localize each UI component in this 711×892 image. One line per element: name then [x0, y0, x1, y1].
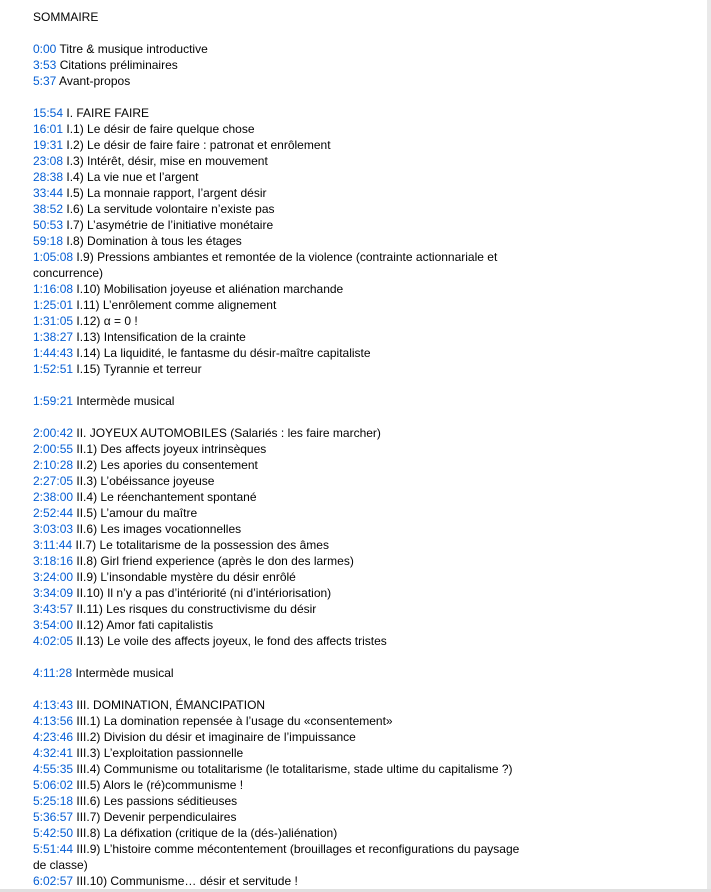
- timestamp-link[interactable]: 5:25:18: [33, 794, 74, 808]
- chapter-title: I.3) Intérêt, désir, mise en mouvement: [66, 154, 268, 168]
- timestamp-link[interactable]: 5:37: [33, 74, 57, 88]
- timestamp-link[interactable]: 3:34:09: [33, 586, 74, 600]
- timestamp-link[interactable]: 4:11:28: [33, 666, 73, 680]
- timestamp-link[interactable]: 50:53: [33, 218, 64, 232]
- timestamp-link[interactable]: 1:52:51: [33, 362, 74, 376]
- chapter-item: [33, 553, 533, 569]
- chapter-title: III.8) La défixation (critique de la (dés-)aliénation): [76, 826, 338, 840]
- timestamp-link[interactable]: 1:16:08: [33, 282, 74, 296]
- chapter-title: III.3) L’exploitation passionnelle: [76, 746, 244, 760]
- chapter-item: [33, 761, 533, 777]
- chapter-item: [33, 73, 533, 89]
- chapter-title: II.13) Le voile des affects joyeux, le fond des affects tristes: [76, 634, 387, 648]
- chapter-item: [33, 233, 533, 249]
- chapter-list: [33, 25, 707, 889]
- timestamp-link[interactable]: 5:06:02: [33, 778, 74, 792]
- chapter-title: III.2) Division du désir et imaginaire de l’impuissance: [76, 730, 356, 744]
- chapter-title: Titre & musique introductive: [59, 42, 208, 56]
- spacer: [33, 649, 707, 665]
- chapter-title: III.10) Communisme… désir et servitude !: [76, 874, 298, 888]
- chapter-title: I.9) Pressions ambiantes et remontée de la violence (contrainte actionnariale et concurrence): [33, 250, 498, 280]
- chapter-item: [33, 825, 533, 841]
- chapter-item: [33, 297, 533, 313]
- chapter-title: I. FAIRE FAIRE: [66, 106, 150, 120]
- chapter-title: II.7) Le totalitarisme de la possession des âmes: [75, 538, 329, 552]
- timestamp-link[interactable]: 15:54: [33, 106, 64, 120]
- chapter-item: [33, 489, 533, 505]
- chapter-item: [33, 201, 533, 217]
- chapter-title: III.6) Les passions séditieuses: [76, 794, 238, 808]
- chapter-item: [33, 873, 533, 889]
- chapter-item: [33, 217, 533, 233]
- chapter-title: I.5) La monnaie rapport, l’argent désir: [66, 186, 267, 200]
- chapter-title: I.13) Intensification de la crainte: [76, 330, 246, 344]
- chapter-item: [33, 841, 533, 873]
- chapter-title: I.12) α = 0 !: [76, 314, 138, 328]
- chapter-title: II.5) L’amour du maître: [76, 506, 198, 520]
- timestamp-link[interactable]: 5:36:57: [33, 810, 74, 824]
- chapter-item: [33, 473, 533, 489]
- timestamp-link[interactable]: 59:18: [33, 234, 64, 248]
- chapter-item: [33, 745, 533, 761]
- chapter-item: [33, 729, 533, 745]
- chapter-title: Citations préliminaires: [59, 58, 178, 72]
- timestamp-link[interactable]: 0:00: [33, 42, 57, 56]
- timestamp-link[interactable]: 1:59:21: [33, 394, 74, 408]
- chapter-title: II.9) L’insondable mystère du désir enrôlé: [76, 570, 296, 584]
- chapter-title: II.11) Les risques du constructivisme du désir: [76, 602, 317, 616]
- timestamp-link[interactable]: 4:23:46: [33, 730, 74, 744]
- chapter-item: [33, 169, 533, 185]
- chapter-item: [33, 329, 533, 345]
- timestamp-link[interactable]: 1:05:08: [33, 250, 74, 264]
- chapter-item: [33, 393, 533, 409]
- chapter-item: [33, 281, 533, 297]
- chapter-item: [33, 585, 533, 601]
- chapter-item: [33, 601, 533, 617]
- chapter-item: [33, 569, 533, 585]
- chapter-title: II.1) Des affects joyeux intrinsèques: [76, 442, 267, 456]
- chapter-item: [33, 793, 533, 809]
- chapter-title: III.9) L’histoire comme mécontentement (brouillages et reconfigurations du paysage de classe): [33, 842, 520, 872]
- timestamp-link[interactable]: 2:52:44: [33, 506, 74, 520]
- timestamp-link[interactable]: 3:11:44: [33, 538, 73, 552]
- chapter-title: I.6) La servitude volontaire n’existe pas: [66, 202, 275, 216]
- chapter-item: [33, 777, 533, 793]
- spacer: [33, 89, 707, 105]
- timestamp-link[interactable]: 1:38:27: [33, 330, 74, 344]
- chapter-item: [33, 505, 533, 521]
- timestamp-link[interactable]: 2:00:55: [33, 442, 74, 456]
- timestamp-link[interactable]: 3:53: [33, 58, 57, 72]
- timestamp-link[interactable]: 2:00:42: [33, 426, 74, 440]
- chapter-item: [33, 617, 533, 633]
- chapter-item: [33, 713, 533, 729]
- timestamp-link[interactable]: 3:54:00: [33, 618, 74, 632]
- chapter-item: [33, 457, 533, 473]
- chapter-item: [33, 425, 533, 441]
- chapter-title: II.12) Amor fati capitalistis: [76, 618, 214, 632]
- chapter-item: [33, 537, 533, 553]
- chapter-title: I.11) L’enrôlement comme alignement: [76, 298, 277, 312]
- timestamp-link[interactable]: 6:02:57: [33, 874, 74, 888]
- chapter-item: [33, 121, 533, 137]
- chapter-title: I.8) Domination à tous les étages: [66, 234, 242, 248]
- timestamp-link[interactable]: 1:25:01: [33, 298, 74, 312]
- chapter-item: [33, 345, 533, 361]
- chapter-title: I.15) Tyrannie et terreur: [76, 362, 202, 376]
- chapter-title: II.6) Les images vocationnelles: [76, 522, 242, 536]
- chapter-item: [33, 809, 533, 825]
- timestamp-link[interactable]: 2:27:05: [33, 474, 74, 488]
- chapter-title: Intermède musical: [76, 394, 175, 408]
- timestamp-link[interactable]: 23:08: [33, 154, 64, 168]
- chapter-title: II. JOYEUX AUTOMOBILES (Salariés : les faire marcher): [76, 426, 381, 440]
- chapter-item: [33, 57, 533, 73]
- chapter-item: [33, 441, 533, 457]
- chapter-item: [33, 249, 533, 281]
- chapter-title: II.3) L’obéissance joyeuse: [76, 474, 215, 488]
- timestamp-link[interactable]: 3:18:16: [33, 554, 74, 568]
- timestamp-link[interactable]: 16:01: [33, 122, 64, 136]
- timestamp-link[interactable]: 4:32:41: [33, 746, 74, 760]
- spacer: [33, 409, 707, 425]
- timestamp-link[interactable]: 2:38:00: [33, 490, 74, 504]
- chapter-item: [33, 153, 533, 169]
- timestamp-link[interactable]: 19:31: [33, 138, 64, 152]
- chapter-title: III.1) La domination repensée à l’usage du «consentement»: [76, 714, 393, 728]
- timestamp-link[interactable]: 3:24:00: [33, 570, 74, 584]
- spacer: [33, 681, 707, 697]
- timestamp-link[interactable]: 33:44: [33, 186, 64, 200]
- timestamp-link[interactable]: 28:38: [33, 170, 64, 184]
- chapter-item: [33, 665, 533, 681]
- chapter-title: III.4) Communisme ou totalitarisme (le totalitarisme, stade ultime du capitalisme ?): [76, 762, 513, 776]
- timestamp-link[interactable]: 1:31:05: [33, 314, 74, 328]
- chapter-title: III.5) Alors le (ré)communisme !: [76, 778, 244, 792]
- timestamp-link[interactable]: 5:42:50: [33, 826, 74, 840]
- timestamp-link[interactable]: 3:03:03: [33, 522, 74, 536]
- timestamp-link[interactable]: 2:10:28: [33, 458, 74, 472]
- chapter-title: I.14) La liquidité, le fantasme du désir-maître capitaliste: [76, 346, 371, 360]
- chapter-title: I.1) Le désir de faire quelque chose: [66, 122, 255, 136]
- chapter-title: I.2) Le désir de faire faire : patronat et enrôlement: [66, 138, 331, 152]
- timestamp-link[interactable]: 5:51:44: [33, 842, 74, 856]
- chapter-title: Intermède musical: [75, 666, 174, 680]
- chapter-item: [33, 521, 533, 537]
- chapter-item: [33, 361, 533, 377]
- chapter-title: III. DOMINATION, ÉMANCIPATION: [76, 698, 266, 712]
- chapter-title: I.4) La vie nue et l’argent: [66, 170, 199, 184]
- chapter-title: II.2) Les apories du consentement: [76, 458, 258, 472]
- chapter-title: III.7) Devenir perpendiculaires: [76, 810, 237, 824]
- chapter-item: [33, 137, 533, 153]
- chapter-title: Avant-propos: [59, 74, 131, 88]
- chapter-item: [33, 633, 533, 649]
- timestamp-link[interactable]: 38:52: [33, 202, 64, 216]
- timestamp-link[interactable]: 4:55:35: [33, 762, 74, 776]
- timestamp-link[interactable]: 4:02:05: [33, 634, 74, 648]
- timestamp-link[interactable]: 4:13:56: [33, 714, 74, 728]
- chapter-item: [33, 105, 533, 121]
- spacer: [33, 25, 707, 41]
- chapter-title: I.7) L’asymétrie de l’initiative monétaire: [66, 218, 274, 232]
- chapter-title: I.10) Mobilisation joyeuse et aliénation marchande: [76, 282, 344, 296]
- timestamp-link[interactable]: 1:44:43: [33, 346, 74, 360]
- chapter-item: [33, 697, 533, 713]
- chapter-title: II.4) Le réenchantement spontané: [76, 490, 257, 504]
- chapter-item: [33, 41, 533, 57]
- section-title: SOMMAIRE: [33, 10, 99, 24]
- timestamp-link[interactable]: 3:43:57: [33, 602, 74, 616]
- timestamp-link[interactable]: 4:13:43: [33, 698, 74, 712]
- chapter-title: II.8) Girl friend experience (après le don des larmes): [76, 554, 354, 568]
- chapter-item: [33, 313, 533, 329]
- chapter-item: [33, 185, 533, 201]
- chapter-title: II.10) Il n’y a pas d’intériorité (ni d’intériorisation): [76, 586, 332, 600]
- spacer: [33, 377, 707, 393]
